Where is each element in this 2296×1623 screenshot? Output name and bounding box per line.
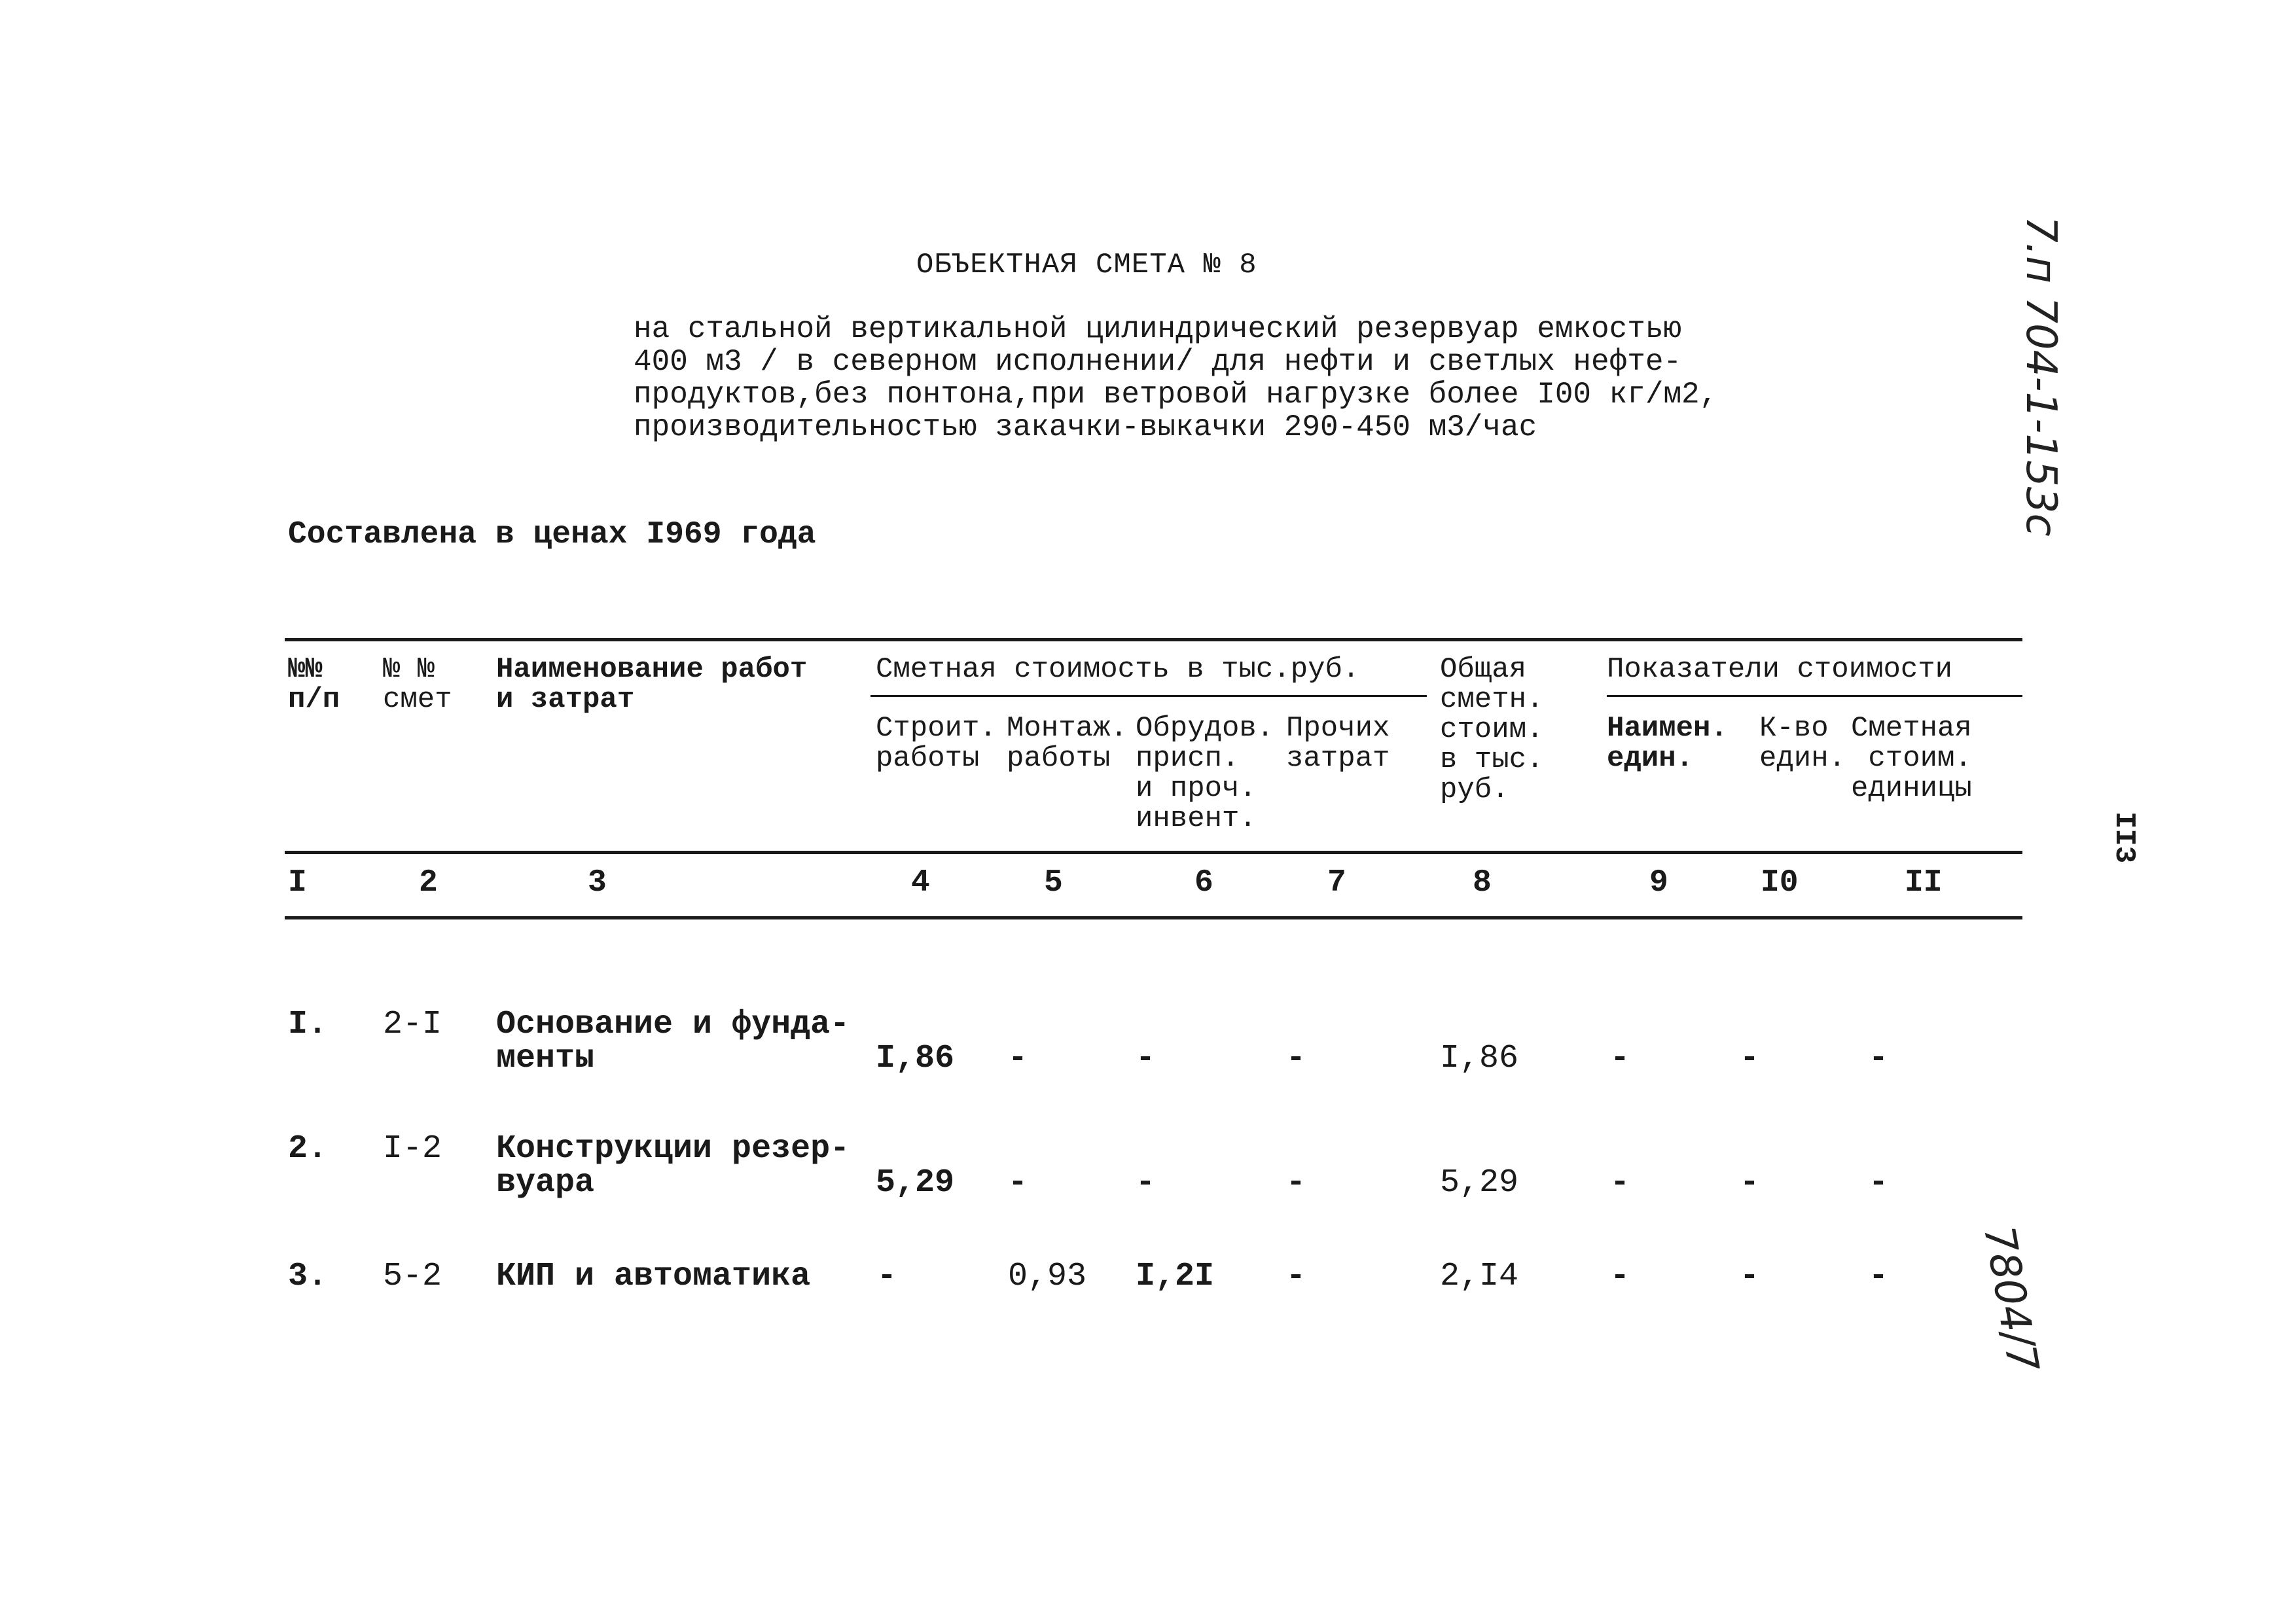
row-3-construction: - bbox=[877, 1258, 897, 1295]
row-3-estimate: 5-2 bbox=[383, 1258, 442, 1295]
column-number-7: 7 bbox=[1327, 865, 1346, 901]
column-number-6: 6 bbox=[1194, 865, 1213, 901]
row-2-estimate: I-2 bbox=[383, 1130, 442, 1168]
row-3-unit-count: - bbox=[1740, 1258, 1760, 1295]
row-3-unit-cost: - bbox=[1869, 1258, 1889, 1295]
header-other-costs: Прочих затрат bbox=[1286, 712, 1390, 775]
side-code: 7.п 704-1-153с bbox=[2017, 216, 2065, 537]
row-3-total: 2,I4 bbox=[1440, 1258, 1519, 1295]
row-2-unit-name: - bbox=[1610, 1164, 1630, 1202]
subtitle-line-3: продуктов,без понтона,при ветровой нагрузке более I00 кг/м2, bbox=[634, 378, 1718, 412]
subtitle-line-4: производительностью закачки-выкачки 290-450 м3/час bbox=[634, 410, 1537, 444]
header-unit-cost: Сметная стоим. единицы bbox=[1851, 712, 1972, 805]
row-3-installation: 0,93 bbox=[1008, 1258, 1087, 1295]
column-number-9: 9 bbox=[1649, 865, 1668, 901]
row-1-name: Основание и фунда- менты bbox=[496, 1006, 850, 1077]
column-number-10: I0 bbox=[1761, 865, 1799, 901]
row-1-installation: - bbox=[1008, 1040, 1028, 1077]
column-number-8: 8 bbox=[1473, 865, 1492, 901]
handwritten-number: 7804/7 bbox=[1974, 1222, 2048, 1376]
subtitle-line-1: на стальной вертикальной цилиндрический резервуар емкостью bbox=[634, 312, 1682, 346]
column-number-2: 2 bbox=[419, 865, 438, 901]
subtitle-line-2: 400 м3 / в северном исполнении/ для нефти и светлых нефте- bbox=[634, 345, 1682, 379]
row-2-total: 5,29 bbox=[1440, 1164, 1519, 1202]
row-1-unit-name: - bbox=[1610, 1040, 1630, 1077]
row-1-total: I,86 bbox=[1440, 1040, 1519, 1077]
row-1-construction: I,86 bbox=[876, 1040, 955, 1077]
document-title: ОБЪЕКТНАЯ СМЕТА № 8 bbox=[916, 249, 1257, 281]
indicators-group-rule bbox=[1607, 695, 2022, 697]
column-number-1: I bbox=[288, 865, 307, 901]
row-2-unit-cost: - bbox=[1869, 1164, 1889, 1202]
header-installation-works: Монтаж. работы bbox=[1007, 712, 1128, 775]
header-work-name: Наименование работ и затрат bbox=[496, 653, 808, 716]
row-2-other: - bbox=[1286, 1164, 1306, 1202]
column-number-11: II bbox=[1905, 865, 1943, 901]
header-bottom-rule bbox=[285, 851, 2022, 854]
row-2-name: Конструкции резер- вуара bbox=[496, 1130, 850, 1202]
row-2-number: 2. bbox=[288, 1130, 328, 1168]
column-number-5: 5 bbox=[1044, 865, 1063, 901]
row-3-name: КИП и автоматика bbox=[496, 1258, 811, 1295]
row-3-equipment: I,2I bbox=[1136, 1258, 1215, 1295]
row-1-estimate: 2-I bbox=[383, 1006, 442, 1043]
row-2-unit-count: - bbox=[1740, 1164, 1760, 1202]
row-1-unit-count: - bbox=[1740, 1040, 1760, 1077]
row-1-number: I. bbox=[288, 1006, 328, 1043]
header-total-cost: Общая сметн. стоим. в тыс. руб. bbox=[1440, 653, 1544, 806]
row-3-other: - bbox=[1286, 1258, 1306, 1295]
cost-group-rule bbox=[870, 695, 1427, 697]
row-1-equipment: - bbox=[1136, 1040, 1156, 1077]
page-number: II3 bbox=[2108, 812, 2140, 864]
column-number-3: 3 bbox=[588, 865, 607, 901]
row-3-unit-name: - bbox=[1610, 1258, 1630, 1295]
row-2-equipment: - bbox=[1136, 1164, 1156, 1202]
row-1-other: - bbox=[1286, 1040, 1306, 1077]
header-construction-works: Строит. работы bbox=[876, 712, 997, 775]
header-unit-name: Наимен. един. bbox=[1607, 712, 1728, 775]
row-3-number: 3. bbox=[288, 1258, 328, 1295]
table-top-rule bbox=[285, 638, 2022, 641]
row-2-installation: - bbox=[1008, 1164, 1028, 1202]
row-1-unit-cost: - bbox=[1869, 1040, 1889, 1077]
header-unit-count: К-во един. bbox=[1759, 712, 1846, 775]
header-row-number: №№ п/п bbox=[288, 653, 340, 716]
header-cost-group: Сметная стоимость в тыс.руб. bbox=[876, 653, 1360, 686]
header-estimate-number: № № смет bbox=[383, 653, 452, 716]
column-numbers-rule bbox=[285, 916, 2022, 919]
header-indicators-group: Показатели стоимости bbox=[1607, 653, 1953, 686]
header-equipment: Обрудов. присп. и проч. инвент. bbox=[1136, 712, 1274, 835]
row-2-construction: 5,29 bbox=[876, 1164, 955, 1202]
column-number-4: 4 bbox=[911, 865, 930, 901]
composed-in-prices: Составлена в ценах I969 года bbox=[288, 517, 816, 552]
